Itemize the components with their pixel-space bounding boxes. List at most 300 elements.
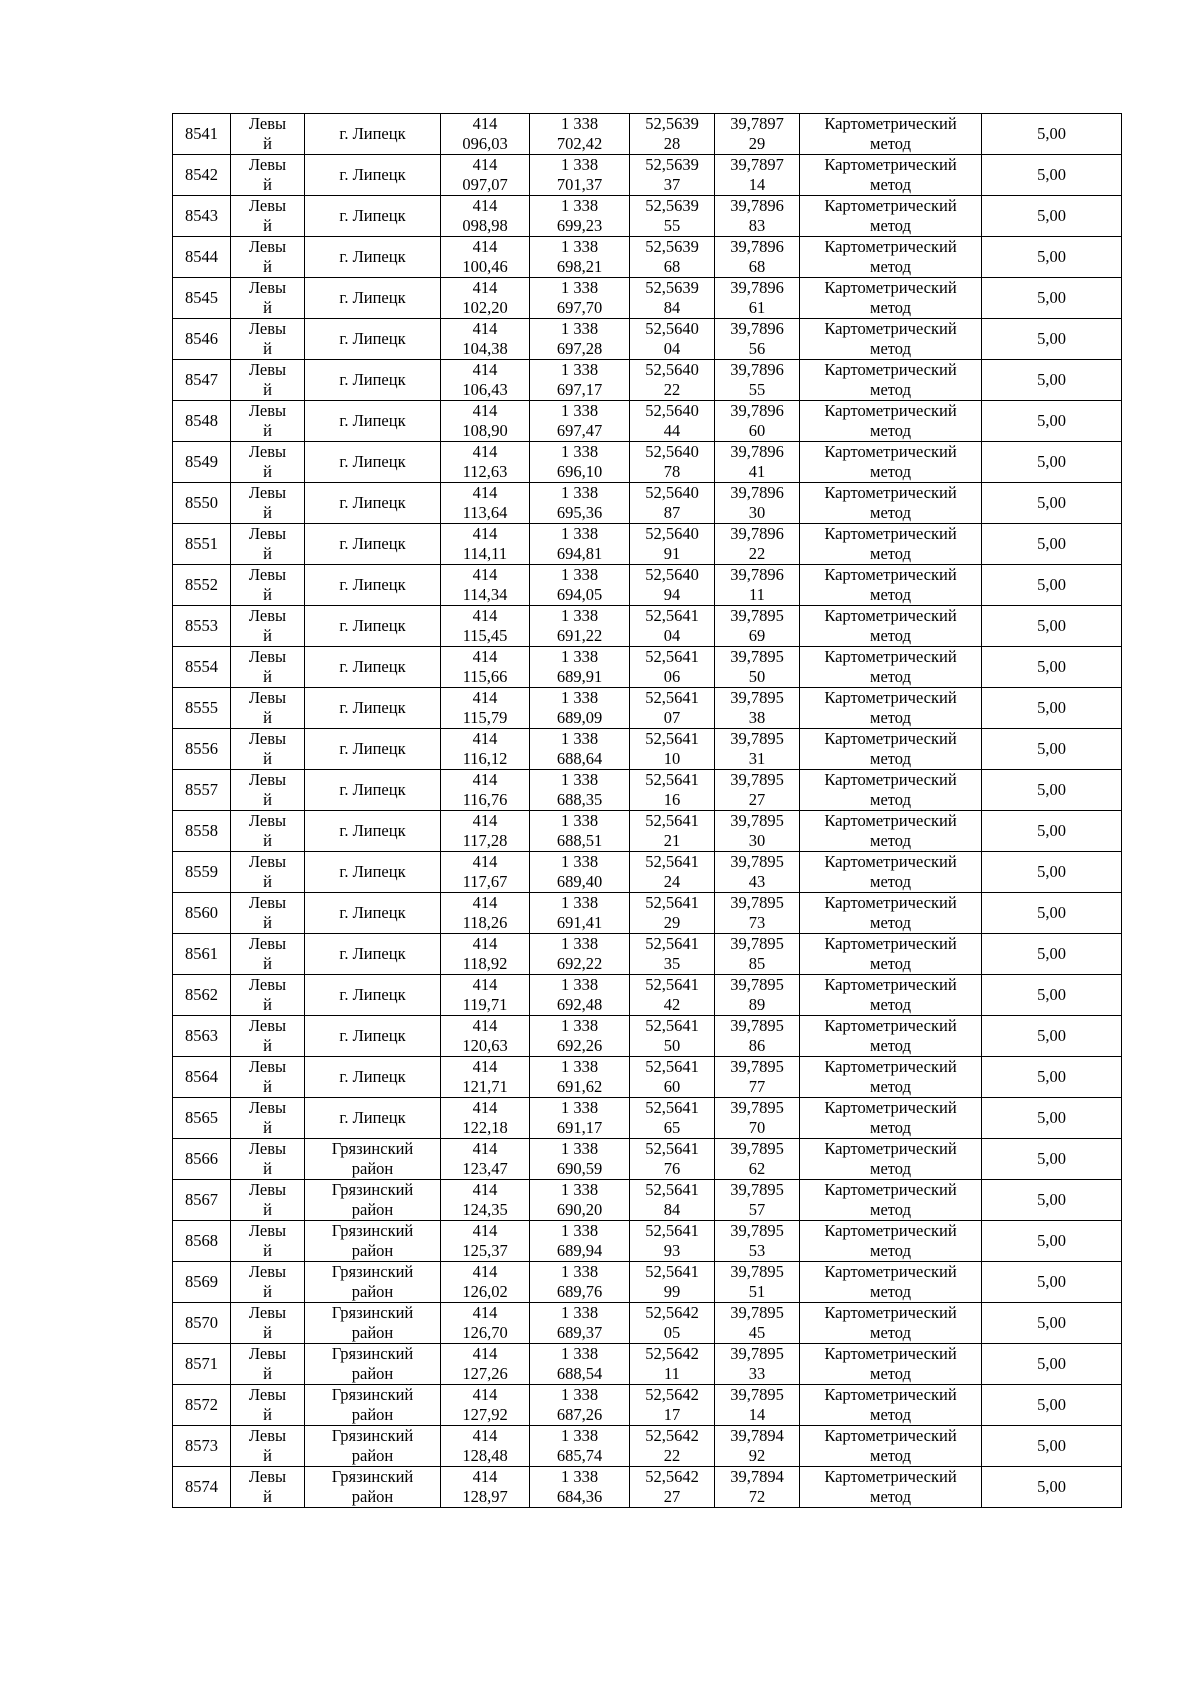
side-cell xyxy=(231,729,305,770)
point-number-cell xyxy=(173,1303,231,1344)
longitude-cell xyxy=(715,1426,800,1467)
side-line-1: Левы xyxy=(248,729,287,748)
latitude-cell xyxy=(630,934,715,975)
accuracy-cell xyxy=(982,688,1122,729)
table-row xyxy=(173,524,1122,565)
longitude-line-2: 77 xyxy=(748,1077,766,1096)
latitude-line-2: 44 xyxy=(663,421,681,440)
method-line-1: Картометрический xyxy=(824,975,957,994)
y-line-1: 1 338 xyxy=(560,1098,599,1117)
method-line-1: Картометрический xyxy=(824,811,957,830)
method-line-1: Картометрический xyxy=(824,483,957,502)
side-cell xyxy=(231,606,305,647)
y-coordinate-cell xyxy=(530,155,630,196)
method-cell xyxy=(800,1057,982,1098)
area-cell xyxy=(305,319,441,360)
x-line-1: 414 xyxy=(472,975,498,994)
x-line-1: 414 xyxy=(472,1098,498,1117)
y-line-2: 689,91 xyxy=(556,667,603,686)
x-line-2: 116,12 xyxy=(462,749,508,768)
point-number: 8543 xyxy=(185,206,218,225)
accuracy-cell xyxy=(982,483,1122,524)
latitude-line-2: 28 xyxy=(663,134,681,153)
longitude-line-1: 39,7895 xyxy=(730,647,784,666)
longitude-line-1: 39,7895 xyxy=(730,1016,784,1035)
latitude-line-2: 78 xyxy=(663,462,681,481)
side-line-2: й xyxy=(263,339,272,358)
x-line-1: 414 xyxy=(472,647,498,666)
side-line-1: Левы xyxy=(248,1344,287,1363)
y-line-1: 1 338 xyxy=(560,442,599,461)
longitude-cell xyxy=(715,442,800,483)
latitude-line-2: 21 xyxy=(663,831,681,850)
method-cell xyxy=(800,688,982,729)
longitude-line-1: 39,7895 xyxy=(730,1098,784,1117)
area-line-2: район xyxy=(351,1446,394,1465)
method-cell xyxy=(800,1098,982,1139)
y-line-1: 1 338 xyxy=(560,975,599,994)
y-line-2: 689,76 xyxy=(556,1282,603,1301)
x-line-1: 414 xyxy=(472,524,498,543)
method-cell xyxy=(800,975,982,1016)
longitude-line-1: 39,7895 xyxy=(730,811,784,830)
method-line-1: Картометрический xyxy=(824,1057,957,1076)
side-line-2: й xyxy=(263,995,272,1014)
longitude-line-2: 53 xyxy=(748,1241,766,1260)
side-cell xyxy=(231,811,305,852)
y-line-1: 1 338 xyxy=(560,770,599,789)
latitude-line-1: 52,5641 xyxy=(645,647,699,666)
y-line-1: 1 338 xyxy=(560,1057,599,1076)
y-coordinate-cell xyxy=(530,975,630,1016)
accuracy-value: 5,00 xyxy=(1037,247,1066,266)
latitude-line-1: 52,5642 xyxy=(645,1303,699,1322)
accuracy-value: 5,00 xyxy=(1037,862,1066,881)
longitude-cell xyxy=(715,770,800,811)
method-cell xyxy=(800,1385,982,1426)
longitude-cell xyxy=(715,811,800,852)
y-line-1: 1 338 xyxy=(560,1385,599,1404)
longitude-cell xyxy=(715,1385,800,1426)
side-line-2: й xyxy=(263,1118,272,1137)
table-row xyxy=(173,1057,1122,1098)
y-line-2: 697,28 xyxy=(556,339,603,358)
accuracy-cell xyxy=(982,1180,1122,1221)
point-number-cell xyxy=(173,196,231,237)
longitude-cell xyxy=(715,1057,800,1098)
longitude-line-2: 89 xyxy=(748,995,766,1014)
area-line-1: Грязинский xyxy=(331,1262,414,1281)
area-line-1: г. Липецк xyxy=(339,944,406,963)
point-number: 8558 xyxy=(185,821,218,840)
longitude-line-1: 39,7896 xyxy=(730,360,784,379)
area-line-1: Грязинский xyxy=(331,1426,414,1445)
longitude-cell xyxy=(715,1221,800,1262)
accuracy-cell xyxy=(982,1426,1122,1467)
method-line-1: Картометрический xyxy=(824,1139,957,1158)
x-line-1: 414 xyxy=(472,1262,498,1281)
table-row xyxy=(173,1385,1122,1426)
y-coordinate-cell xyxy=(530,1344,630,1385)
x-coordinate-cell xyxy=(441,524,530,565)
latitude-line-2: 91 xyxy=(663,544,681,563)
accuracy-cell xyxy=(982,647,1122,688)
x-line-1: 414 xyxy=(472,483,498,502)
area-line-1: г. Липецк xyxy=(339,124,406,143)
y-line-2: 689,37 xyxy=(556,1323,603,1342)
area-line-1: г. Липецк xyxy=(339,411,406,430)
latitude-line-2: 22 xyxy=(663,1446,681,1465)
area-line-1: г. Липецк xyxy=(339,247,406,266)
side-line-1: Левы xyxy=(248,155,287,174)
area-line-2: район xyxy=(351,1200,394,1219)
side-line-1: Левы xyxy=(248,606,287,625)
latitude-line-1: 52,5641 xyxy=(645,770,699,789)
latitude-line-1: 52,5639 xyxy=(645,114,699,133)
longitude-line-1: 39,7896 xyxy=(730,196,784,215)
accuracy-cell xyxy=(982,1139,1122,1180)
area-line-1: г. Липецк xyxy=(339,903,406,922)
point-number: 8561 xyxy=(185,944,218,963)
y-line-2: 689,09 xyxy=(556,708,603,727)
method-line-1: Картометрический xyxy=(824,1180,957,1199)
y-coordinate-cell xyxy=(530,1016,630,1057)
point-number: 8566 xyxy=(185,1149,218,1168)
point-number: 8555 xyxy=(185,698,218,717)
longitude-line-2: 70 xyxy=(748,1118,766,1137)
x-line-2: 124,35 xyxy=(462,1200,508,1219)
y-line-1: 1 338 xyxy=(560,688,599,707)
x-coordinate-cell xyxy=(441,1221,530,1262)
longitude-cell xyxy=(715,1180,800,1221)
y-line-2: 697,70 xyxy=(556,298,603,317)
area-line-1: г. Липецк xyxy=(339,698,406,717)
x-line-2: 100,46 xyxy=(462,257,508,276)
latitude-line-2: 68 xyxy=(663,257,681,276)
side-line-1: Левы xyxy=(248,1221,287,1240)
area-line-1: г. Липецк xyxy=(339,739,406,758)
x-coordinate-cell xyxy=(441,975,530,1016)
method-line-2: метод xyxy=(870,298,911,317)
side-line-1: Левы xyxy=(248,1385,287,1404)
longitude-line-2: 45 xyxy=(748,1323,766,1342)
accuracy-cell xyxy=(982,852,1122,893)
latitude-cell xyxy=(630,975,715,1016)
latitude-line-1: 52,5640 xyxy=(645,565,699,584)
x-line-2: 118,26 xyxy=(462,913,508,932)
side-line-2: й xyxy=(263,216,272,235)
side-line-2: й xyxy=(263,667,272,686)
area-cell xyxy=(305,114,441,155)
x-line-1: 414 xyxy=(472,1303,498,1322)
side-line-1: Левы xyxy=(248,1098,287,1117)
area-line-1: г. Липецк xyxy=(339,1108,406,1127)
latitude-cell xyxy=(630,483,715,524)
area-cell xyxy=(305,647,441,688)
longitude-cell xyxy=(715,1262,800,1303)
y-line-2: 691,22 xyxy=(556,626,603,645)
latitude-line-1: 52,5641 xyxy=(645,1262,699,1281)
accuracy-cell xyxy=(982,1221,1122,1262)
y-coordinate-cell xyxy=(530,647,630,688)
point-number-cell xyxy=(173,934,231,975)
y-line-2: 688,64 xyxy=(556,749,603,768)
side-cell xyxy=(231,1385,305,1426)
side-line-1: Левы xyxy=(248,1016,287,1035)
method-cell xyxy=(800,483,982,524)
area-cell xyxy=(305,770,441,811)
accuracy-cell xyxy=(982,196,1122,237)
side-cell xyxy=(231,1221,305,1262)
side-line-2: й xyxy=(263,749,272,768)
latitude-cell xyxy=(630,1139,715,1180)
latitude-cell xyxy=(630,1467,715,1508)
point-number-cell xyxy=(173,770,231,811)
longitude-line-2: 50 xyxy=(748,667,766,686)
table-row xyxy=(173,1016,1122,1057)
latitude-cell xyxy=(630,1303,715,1344)
table-row xyxy=(173,729,1122,770)
side-line-2: й xyxy=(263,1159,272,1178)
side-line-1: Левы xyxy=(248,934,287,953)
side-line-2: й xyxy=(263,1282,272,1301)
accuracy-value: 5,00 xyxy=(1037,780,1066,799)
longitude-line-1: 39,7894 xyxy=(730,1426,784,1445)
side-cell xyxy=(231,1057,305,1098)
y-line-1: 1 338 xyxy=(560,237,599,256)
longitude-line-1: 39,7895 xyxy=(730,688,784,707)
latitude-cell xyxy=(630,729,715,770)
area-line-2: район xyxy=(351,1159,394,1178)
side-line-1: Левы xyxy=(248,114,287,133)
y-line-2: 689,40 xyxy=(556,872,603,891)
y-line-1: 1 338 xyxy=(560,852,599,871)
point-number-cell xyxy=(173,1344,231,1385)
accuracy-value: 5,00 xyxy=(1037,575,1066,594)
side-line-2: й xyxy=(263,1077,272,1096)
method-cell xyxy=(800,524,982,565)
accuracy-value: 5,00 xyxy=(1037,1026,1066,1045)
method-line-2: метод xyxy=(870,421,911,440)
accuracy-cell xyxy=(982,893,1122,934)
accuracy-cell xyxy=(982,1098,1122,1139)
x-line-1: 414 xyxy=(472,1057,498,1076)
longitude-line-2: 86 xyxy=(748,1036,766,1055)
method-cell xyxy=(800,1467,982,1508)
y-coordinate-cell xyxy=(530,1262,630,1303)
point-number: 8573 xyxy=(185,1436,218,1455)
side-line-2: й xyxy=(263,1364,272,1383)
side-line-1: Левы xyxy=(248,319,287,338)
side-line-1: Левы xyxy=(248,524,287,543)
method-cell xyxy=(800,401,982,442)
latitude-line-2: 10 xyxy=(663,749,681,768)
point-number-cell xyxy=(173,729,231,770)
point-number: 8553 xyxy=(185,616,218,635)
point-number-cell xyxy=(173,401,231,442)
table-row xyxy=(173,401,1122,442)
area-line-1: г. Липецк xyxy=(339,862,406,881)
y-line-2: 690,20 xyxy=(556,1200,603,1219)
y-line-2: 692,22 xyxy=(556,954,603,973)
latitude-line-1: 52,5640 xyxy=(645,360,699,379)
method-cell xyxy=(800,196,982,237)
area-line-1: г. Липецк xyxy=(339,985,406,1004)
latitude-line-1: 52,5640 xyxy=(645,483,699,502)
side-cell xyxy=(231,893,305,934)
accuracy-cell xyxy=(982,360,1122,401)
point-number-cell xyxy=(173,852,231,893)
side-line-1: Левы xyxy=(248,811,287,830)
area-line-1: Грязинский xyxy=(331,1221,414,1240)
point-number-cell xyxy=(173,811,231,852)
side-cell xyxy=(231,319,305,360)
method-line-2: метод xyxy=(870,339,911,358)
accuracy-value: 5,00 xyxy=(1037,739,1066,758)
x-line-2: 116,76 xyxy=(462,790,508,809)
x-line-2: 127,26 xyxy=(462,1364,508,1383)
y-coordinate-cell xyxy=(530,934,630,975)
area-line-2: район xyxy=(351,1487,394,1506)
longitude-cell xyxy=(715,852,800,893)
side-line-2: й xyxy=(263,708,272,727)
latitude-cell xyxy=(630,1221,715,1262)
longitude-cell xyxy=(715,401,800,442)
table-row xyxy=(173,647,1122,688)
point-number: 8563 xyxy=(185,1026,218,1045)
point-number: 8554 xyxy=(185,657,218,676)
method-line-1: Картометрический xyxy=(824,1016,957,1035)
accuracy-cell xyxy=(982,319,1122,360)
table-row xyxy=(173,278,1122,319)
method-line-2: метод xyxy=(870,1159,911,1178)
longitude-line-2: 29 xyxy=(748,134,766,153)
method-cell xyxy=(800,278,982,319)
longitude-cell xyxy=(715,360,800,401)
x-coordinate-cell xyxy=(441,1016,530,1057)
x-line-2: 115,45 xyxy=(462,626,508,645)
point-number: 8568 xyxy=(185,1231,218,1250)
longitude-line-1: 39,7895 xyxy=(730,1180,784,1199)
coordinates-table xyxy=(172,113,1122,1508)
accuracy-value: 5,00 xyxy=(1037,165,1066,184)
x-coordinate-cell xyxy=(441,934,530,975)
longitude-line-1: 39,7895 xyxy=(730,1057,784,1076)
longitude-line-2: 14 xyxy=(748,1405,766,1424)
y-line-1: 1 338 xyxy=(560,196,599,215)
y-coordinate-cell xyxy=(530,114,630,155)
x-line-1: 414 xyxy=(472,729,498,748)
y-line-2: 692,48 xyxy=(556,995,603,1014)
latitude-cell xyxy=(630,155,715,196)
method-cell xyxy=(800,1344,982,1385)
area-cell xyxy=(305,893,441,934)
side-cell xyxy=(231,237,305,278)
side-cell xyxy=(231,1344,305,1385)
area-cell xyxy=(305,1262,441,1303)
area-line-1: г. Липецк xyxy=(339,780,406,799)
table-row xyxy=(173,1139,1122,1180)
side-line-1: Левы xyxy=(248,1180,287,1199)
y-line-2: 695,36 xyxy=(556,503,603,522)
point-number-cell xyxy=(173,1426,231,1467)
x-line-2: 121,71 xyxy=(462,1077,508,1096)
longitude-cell xyxy=(715,1016,800,1057)
table-row xyxy=(173,196,1122,237)
y-coordinate-cell xyxy=(530,401,630,442)
method-line-2: метод xyxy=(870,708,911,727)
method-line-2: метод xyxy=(870,175,911,194)
method-line-1: Картометрический xyxy=(824,729,957,748)
latitude-cell xyxy=(630,524,715,565)
y-coordinate-cell xyxy=(530,1057,630,1098)
area-cell xyxy=(305,811,441,852)
latitude-line-2: 60 xyxy=(663,1077,681,1096)
y-line-1: 1 338 xyxy=(560,524,599,543)
latitude-line-2: 17 xyxy=(663,1405,681,1424)
area-cell xyxy=(305,1344,441,1385)
area-line-1: г. Липецк xyxy=(339,206,406,225)
area-line-1: Грязинский xyxy=(331,1303,414,1322)
y-coordinate-cell xyxy=(530,1385,630,1426)
x-line-1: 414 xyxy=(472,893,498,912)
accuracy-value: 5,00 xyxy=(1037,1313,1066,1332)
area-line-2: район xyxy=(351,1241,394,1260)
x-line-2: 097,07 xyxy=(462,175,508,194)
area-cell xyxy=(305,278,441,319)
latitude-cell xyxy=(630,1016,715,1057)
point-number: 8548 xyxy=(185,411,218,430)
y-coordinate-cell xyxy=(530,319,630,360)
x-line-2: 114,34 xyxy=(462,585,508,604)
x-line-2: 106,43 xyxy=(462,380,508,399)
side-line-1: Левы xyxy=(248,1057,287,1076)
area-line-2: район xyxy=(351,1282,394,1301)
y-line-2: 687,26 xyxy=(556,1405,603,1424)
side-cell xyxy=(231,1139,305,1180)
y-coordinate-cell xyxy=(530,1139,630,1180)
latitude-line-1: 52,5640 xyxy=(645,442,699,461)
longitude-line-1: 39,7895 xyxy=(730,1139,784,1158)
side-cell xyxy=(231,852,305,893)
longitude-line-1: 39,7896 xyxy=(730,401,784,420)
method-line-1: Картометрический xyxy=(824,770,957,789)
latitude-line-2: 27 xyxy=(663,1487,681,1506)
method-line-1: Картометрический xyxy=(824,852,957,871)
point-number: 8569 xyxy=(185,1272,218,1291)
method-line-1: Картометрический xyxy=(824,319,957,338)
y-line-1: 1 338 xyxy=(560,606,599,625)
y-line-2: 697,17 xyxy=(556,380,603,399)
side-cell xyxy=(231,565,305,606)
y-line-1: 1 338 xyxy=(560,729,599,748)
longitude-line-1: 39,7895 xyxy=(730,1385,784,1404)
method-line-2: метод xyxy=(870,1077,911,1096)
x-line-1: 414 xyxy=(472,1016,498,1035)
latitude-cell xyxy=(630,811,715,852)
accuracy-value: 5,00 xyxy=(1037,452,1066,471)
method-cell xyxy=(800,1426,982,1467)
accuracy-value: 5,00 xyxy=(1037,616,1066,635)
latitude-line-2: 37 xyxy=(663,175,681,194)
method-line-1: Картометрический xyxy=(824,893,957,912)
x-line-1: 414 xyxy=(472,114,498,133)
y-line-2: 699,23 xyxy=(556,216,603,235)
method-line-2: метод xyxy=(870,1446,911,1465)
method-cell xyxy=(800,360,982,401)
latitude-line-1: 52,5641 xyxy=(645,1016,699,1035)
latitude-cell xyxy=(630,319,715,360)
